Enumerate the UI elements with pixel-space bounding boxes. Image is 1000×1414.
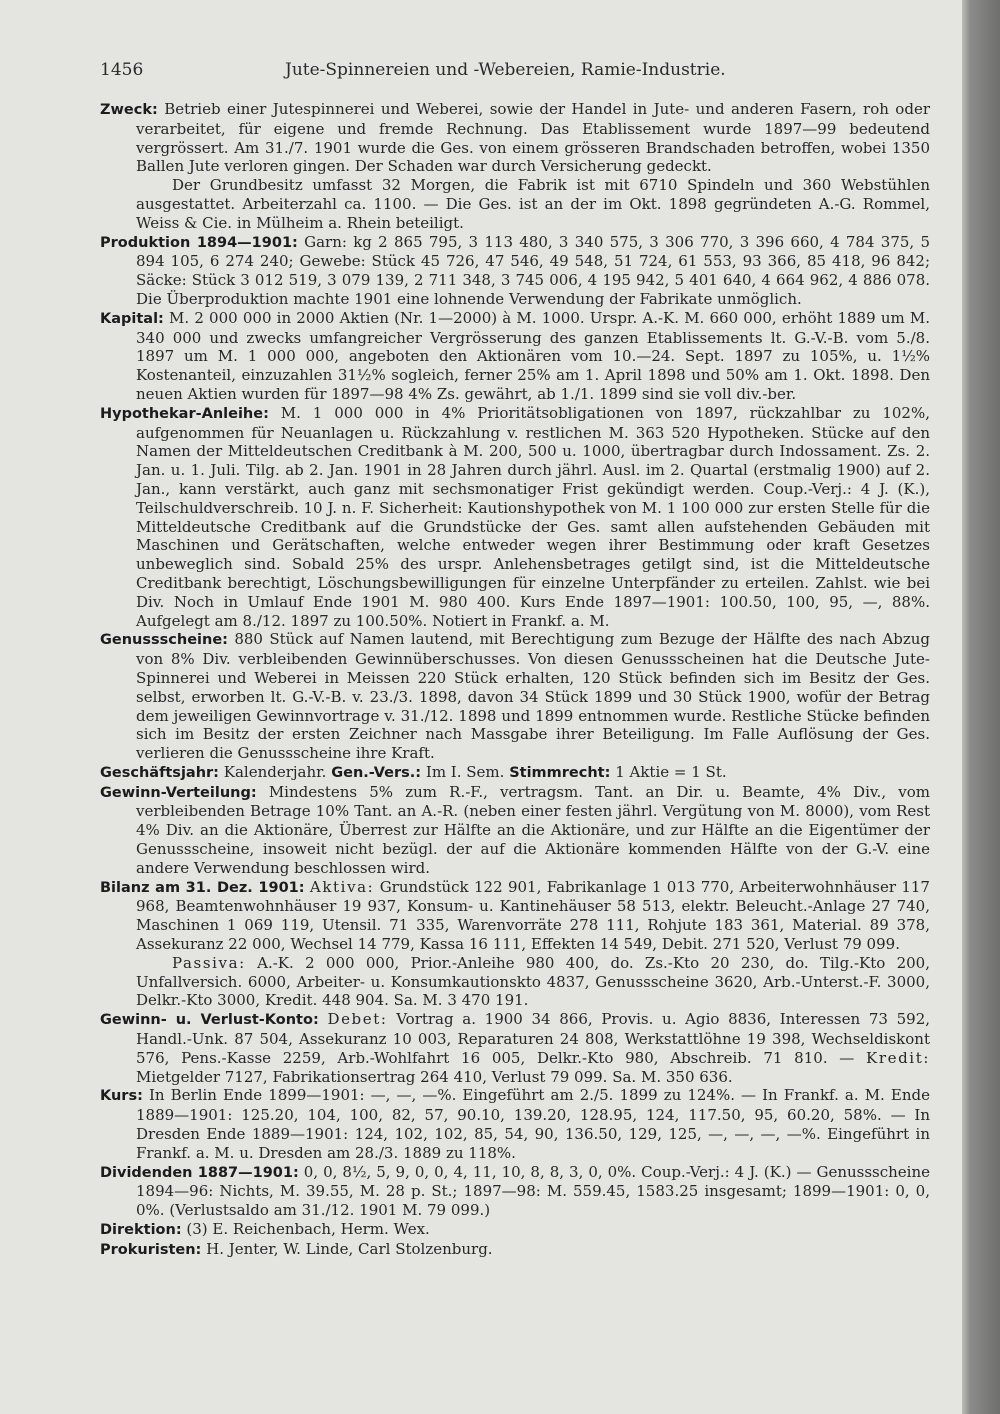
section-bilanz (100, 878, 930, 954)
section-text: In Berlin Ende 1899—1901: —, —, —%. Eingeführt am 2./5. 1899 zu 124%. — In Frankf. a. M. Ende 1889—1901: 125.20, 104, 100, 82, 57, 90.10, 139.20, 128.95, 124, 117.50, 95, 60.20, 58%. — In Dresden Ende 1889—1901: 124, 102, 102, 85, 54, 90, 136.50, 129, 125, —, —, —, —%. Eingeführt in Frankf. a. M. u. Dresden am 28./3. 1889 zu 118%. (136, 1086, 930, 1162)
bilanz-passiva-label: Passiva: (172, 953, 246, 972)
section-text: Vortrag a. 1900 34 866, Provis. u. Agio 8836, Interessen 73 592, Handl.-Unk. 87 504, Assekuranz 10 003, Reparaturen 24 808, Werkstattlöhne 19 398, Wechseldiskont 576, Pens.-Kasse 2259, Arb.-Wohlfahrt 16 005, Delkr.-Kto 980, Abschreib. 71 810. — (136, 1010, 931, 1067)
section-grundbesitz (100, 176, 930, 232)
section-label: Bilanz am 31. Dez. 1901: (100, 879, 305, 896)
section-label: Produktion 1894—1901: (100, 234, 298, 251)
section-text: 880 Stück auf Namen lautend, mit Berechtigung zum Bezuge der Hälfte des nach Abzug von 8% Div. verbleibenden Gewinnüberschusses. Von diesen Genussscheinen hat die Deutsche Jute-Spinnerei und Weberei in Meissen 220 Stück erhalten, 120 Stück befinden sich im Besitz der Ges. selbst, erworben lt. G.-V.-B. v. 23./3. 1898, davon 34 Stück 1899 und 30 Stück 1900, wofür der Betrag dem jeweiligen Gewinnvortrage v. 31./12. 1898 und 1899 entnommen wurde. Restliche Stücke befinden sich im Besitz der ersten Zeichner nach Massgabe ihrer Beteiligung. Im Falle Auflösung der Ges. verlieren die Genussscheine ihre Kraft. (136, 630, 930, 763)
section-text: A.-K. 2 000 000, Prior.-Anleihe 980 400, do. Zs.-Kto 20 230, do. Tilg.-Kto 200, Unfallversich. 6000, Arbeiter- u. Konsumkautionskto 4837, Genussscheine 3620, Arb.-Unterst.-F. 3000, Delkr.-Kto 3000, Kredit. 448 904. Sa. M. 3 470 191. (136, 953, 930, 1010)
section-text: Garn: kg 2 865 795, 3 113 480, 3 340 575, 3 306 770, 3 396 660, 4 784 375, 5 894 105, 6 274 240; Gewebe: Stück 45 726, 47 546, 49 548, 51 724, 61 553, 93 366, 85 418, 96 842; Säcke: Stück 3 012 519, 3 079 139, 2 711 348, 3 745 006, 4 195 942, 5 401 640, 4 664 962, 4 886 078. Die Überproduktion machte 1901 eine lohnende Verwendung der Fabrikate unmöglich. (136, 232, 930, 308)
section-label: Geschäftsjahr: (100, 764, 219, 781)
section-dividenden (100, 1163, 930, 1220)
section-label: Gewinn-Verteilung: (100, 784, 257, 801)
section-label: Genussscheine: (100, 632, 228, 649)
debet-label: Debet: (327, 1010, 388, 1029)
section-kapital (100, 309, 930, 404)
section-label-stimmrecht: Stimmrecht: (509, 764, 611, 781)
bilanz-aktiva-label: Aktiva: (309, 877, 375, 896)
company-entry (100, 100, 930, 1260)
section-bilanz-passiva (100, 954, 930, 1010)
section-produktion (100, 233, 930, 309)
section-zweck (100, 100, 930, 176)
section-label: Kapital: (100, 310, 164, 327)
section-text: Im I. Sem. (425, 762, 505, 781)
section-hypothekar-anleihe (100, 404, 930, 631)
page-number: 1456 (100, 60, 144, 80)
section-gewinn-verteilung (100, 783, 930, 878)
section-label: Dividenden 1887—1901: (100, 1164, 299, 1181)
section-text: Betrieb einer Jutespinnerei und Weberei, sowie der Handel in Jute- und anderen Fasern, roh oder verarbeitet, für eigene und fremde Rechnung. Das Etablissement wurde 1897—99 bedeutend vergrössert. Am 31./7. 1901 wurde die Ges. von einem grösseren Brandschaden betroffen, wobei 1350 Ballen Jute verloren gingen. Der Schaden war durch Versicherung gedeckt. (136, 100, 930, 176)
page-edge-shadow (962, 0, 1000, 1414)
section-label: Kurs: (100, 1088, 143, 1105)
section-text: M. 1 000 000 in 4% Prioritätsobligationen von 1897, rückzahlbar zu 102%, aufgenommen für Neuanlagen u. Rückzahlung v. restlichen M. 363 520 Hypotheken. Stücke auf den Namen der Mitteldeutschen Creditbank à M. 200, 500 u. 1000, übertragbar durch Indossament. Zs. 2. Jan. u. 1. Juli. Tilg. ab 2. Jan. 1901 in 28 Jahren durch jährl. Ausl. im 2. Quartal (erstmalig 1900) auf 2. Jan., kann verstärkt, auch ganz mit sechsmonatiger Frist gekündigt werden. Coup.-Verj.: 4 J. (K.), Teilschuldverschreib. 10 J. n. F. Sicherheit: Kautionshypothek von M. 1 100 000 zur ersten Stelle für die Mitteldeutsche Creditbank auf die Grundstücke der Ges. samt allen aufstehenden Gebäuden mit Maschinen und Gerätschaften, welche entweder wegen ihrer Bestimmung oder kraft Gesetzes unbeweglich sind. Sobald 25% des urspr. Anlehensbetrages getilgt sind, ist die Mitteldeutsche Creditbank berechtigt, Löschungsbewilligungen für einzelne Unterpfänder zu erteilen. Zahlst. wie bei Div. Noch in Umlauf Ende 1901 M. 980 400. Kurs Ende 1897—1901: 100.50, 100, 95, —, 88%. Aufgelegt am 8./12. 1897 zu 100.50%. Notiert in Frankf. a. M. (136, 403, 930, 630)
section-text: Mindestens 5% zum R.-F., vertragsm. Tant. an Dir. u. Beamte, 4% Div., vom verbleibenden Betrage 10% Tant. an A.-R. (neben einer festen jährl. Vergütung von M. 8000), vom Rest 4% Div. an die Aktionäre, Überrest zur Hälfte an die Aktionäre, und zur Hälfte an die Eigentümer der Genussscheine, insoweit nicht bezügl. der auf die Aktionäre kommenden Hälfte von der G.-V. eine andere Verwendung beschlossen wird. (136, 782, 930, 877)
section-text: M. 2 000 000 in 2000 Aktien (Nr. 1—2000) à M. 1000. Urspr. A.-K. M. 660 000, erhöht 1889 um M. 340 000 und zwecks umfangreicher Vergrösserung des ganzen Etablissements lt. G.-V.-B. vom 5./8. 1897 um M. 1 000 000, angeboten den Aktionären vom 10.—24. Sept. 1897 zu 105%, u. 1½% Kostenanteil, einzuzahlen 31½% sogleich, ferner 25% am 1. April 1898 und 50% am 1. Okt. 1898. Den neuen Aktien wurden für 1897—98 4% Zs. gewährt, ab 1./1. 1899 sind sie voll div.-ber. (136, 308, 930, 403)
section-text: Der Grundbesitz umfasst 32 Morgen, die Fabrik ist mit 6710 Spindeln und 360 Webstühlen ausgestattet. Arbeiterzahl ca. 1100. — Die Ges. ist an der im Okt. 1898 gegründeten A.-G. Rommel, Weiss & Cie. in Mülheim a. Rhein beteiligt. (136, 176, 930, 232)
section-text: 1 Aktie = 1 St. (615, 762, 727, 781)
section-label-gen-vers: Gen.-Vers.: (331, 764, 422, 781)
section-text: (3) E. Reichenbach, Herm. Wex. (186, 1220, 430, 1239)
section-text: Kalenderjahr. (223, 762, 327, 781)
section-label: Prokuristen: (100, 1241, 202, 1258)
page-header (100, 60, 790, 90)
section-label: Zweck: (100, 102, 158, 118)
section-label: Hypothekar-Anleihe: (100, 405, 269, 422)
section-kurs (100, 1086, 930, 1162)
running-title: Jute-Spinnereien und -Webereien, Ramie-Industrie. (285, 60, 726, 80)
section-text: Mietgelder 7127, Fabrikationsertrag 264 410, Verlust 79 099. Sa. M. 350 636. (136, 1067, 733, 1086)
section-label: Direktion: (100, 1222, 182, 1239)
kredit-label: Kredit: (866, 1048, 930, 1067)
section-text: H. Jenter, W. Linde, Carl Stolzenburg. (206, 1239, 493, 1258)
section-label: Gewinn- u. Verlust-Konto: (100, 1012, 319, 1029)
section-geschaeftsjahr (100, 763, 930, 783)
section-text: 0, 0, 8½, 5, 9, 0, 0, 4, 11, 10, 8, 8, 3, 0, 0%. Coup.-Verj.: 4 J. (K.) — Genussscheine 1894—96: Nichts, M. 39.55, M. 28 p. St.; 1897—98: M. 559.45, 1583.25 insgesamt; 1899—1901: 0, 0, 0%. (Verlustsaldo am 31./12. 1901 M. 79 099.) (136, 1162, 931, 1220)
section-direktion (100, 1220, 930, 1240)
section-prokuristen (100, 1240, 930, 1260)
section-genussscheine (100, 630, 930, 763)
section-text: Grundstück 122 901, Fabrikanlage 1 013 770, Arbeiterwohnhäuser 117 968, Beamtenwohnhäuser 19 937, Konsum- u. Kantinehäuser 58 513, elektr. Beleucht.-Anlage 27 740, Maschinen 1 069 119, Utensil. 71 335, Warenvorräte 278 111, Rohjute 183 361, Material. 89 378, Assekuranz 22 000, Wechsel 14 779, Kassa 16 111, Effekten 14 549, Debit. 271 520, Verlust 79 099. (136, 877, 930, 954)
section-gewinn-verlust-konto (100, 1010, 930, 1086)
